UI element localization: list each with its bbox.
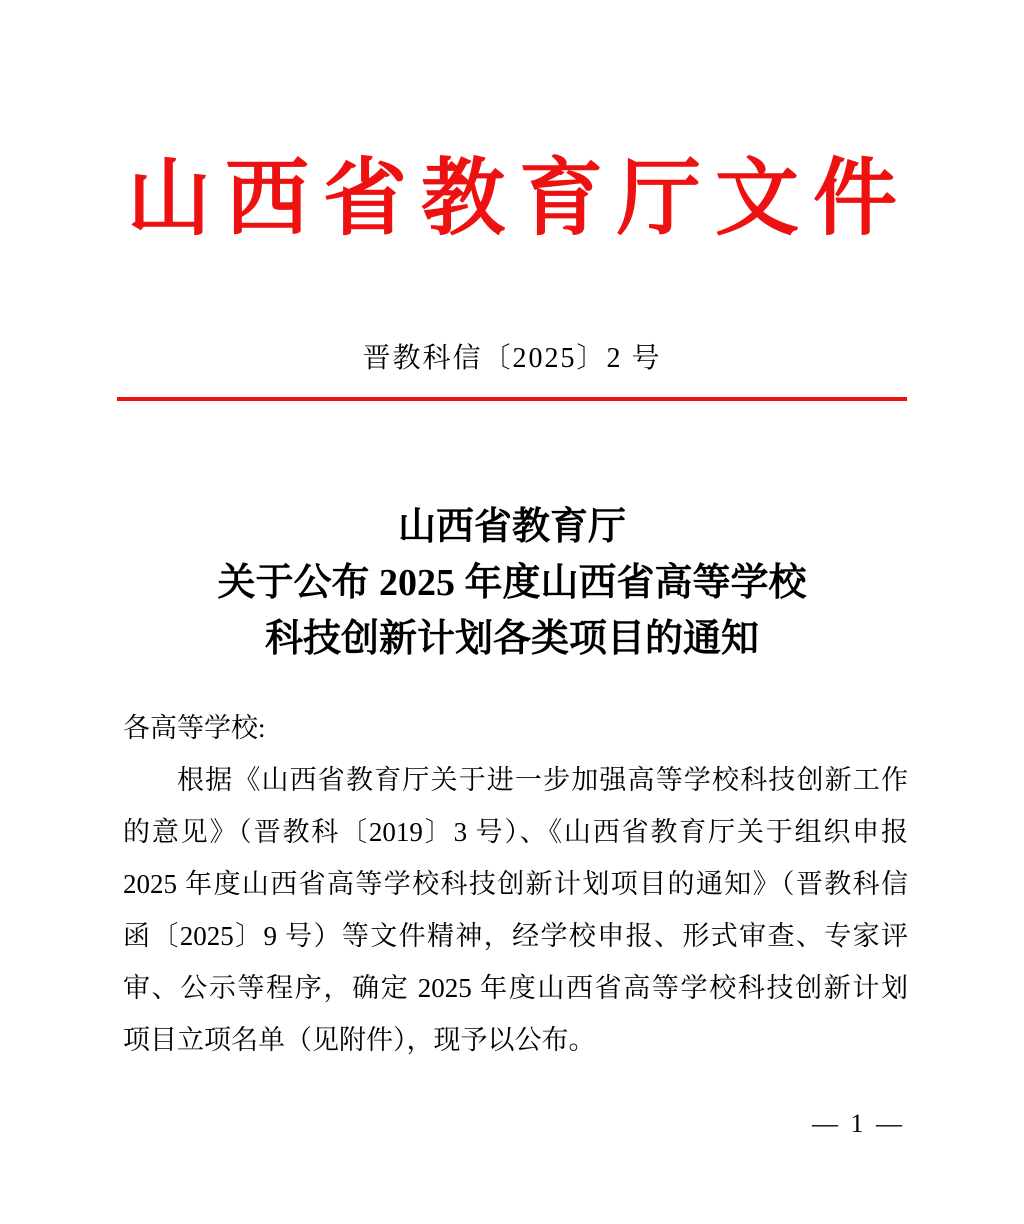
notice-title-line-3: 科技创新计划各类项目的通知	[264, 618, 759, 660]
agency-title: 山西省教育厅文件	[126, 153, 911, 246]
body-paragraph-line: 根据《山西省教育厅关于进一步加强高等学校科技创新工作	[177, 765, 908, 795]
body-paragraph-line: 函〔2025〕9 号）等文件精神，经学校申报、形式审查、专家评	[123, 921, 908, 951]
body-paragraph-line: 项目立项名单（见附件），现予以公布。	[123, 1025, 596, 1055]
page-number: — 1 —	[812, 1109, 905, 1138]
salutation: 各高等学校:	[123, 713, 266, 743]
notice-body	[123, 702, 908, 1066]
red-letterhead	[0, 150, 1024, 251]
notice-title-line-1: 山西省教育厅	[397, 506, 626, 548]
body-paragraph-line: 审、公示等程序，确定 2025 年度山西省高等学校科技创新计划	[123, 973, 908, 1003]
notice-title-line-2: 关于公布 2025 年度山西省高等学校	[217, 562, 807, 604]
body-paragraph-line: 的意见》（晋教科〔2019〕3 号）、《山西省教育厅关于组织申报	[123, 817, 908, 847]
notice-title	[0, 499, 1024, 667]
body-paragraph-line: 2025 年度山西省高等学校科技创新计划项目的通知》（晋教科信	[123, 869, 908, 899]
document-number: 晋教科信〔2025〕2 号	[362, 343, 662, 374]
red-divider-line	[117, 397, 907, 401]
